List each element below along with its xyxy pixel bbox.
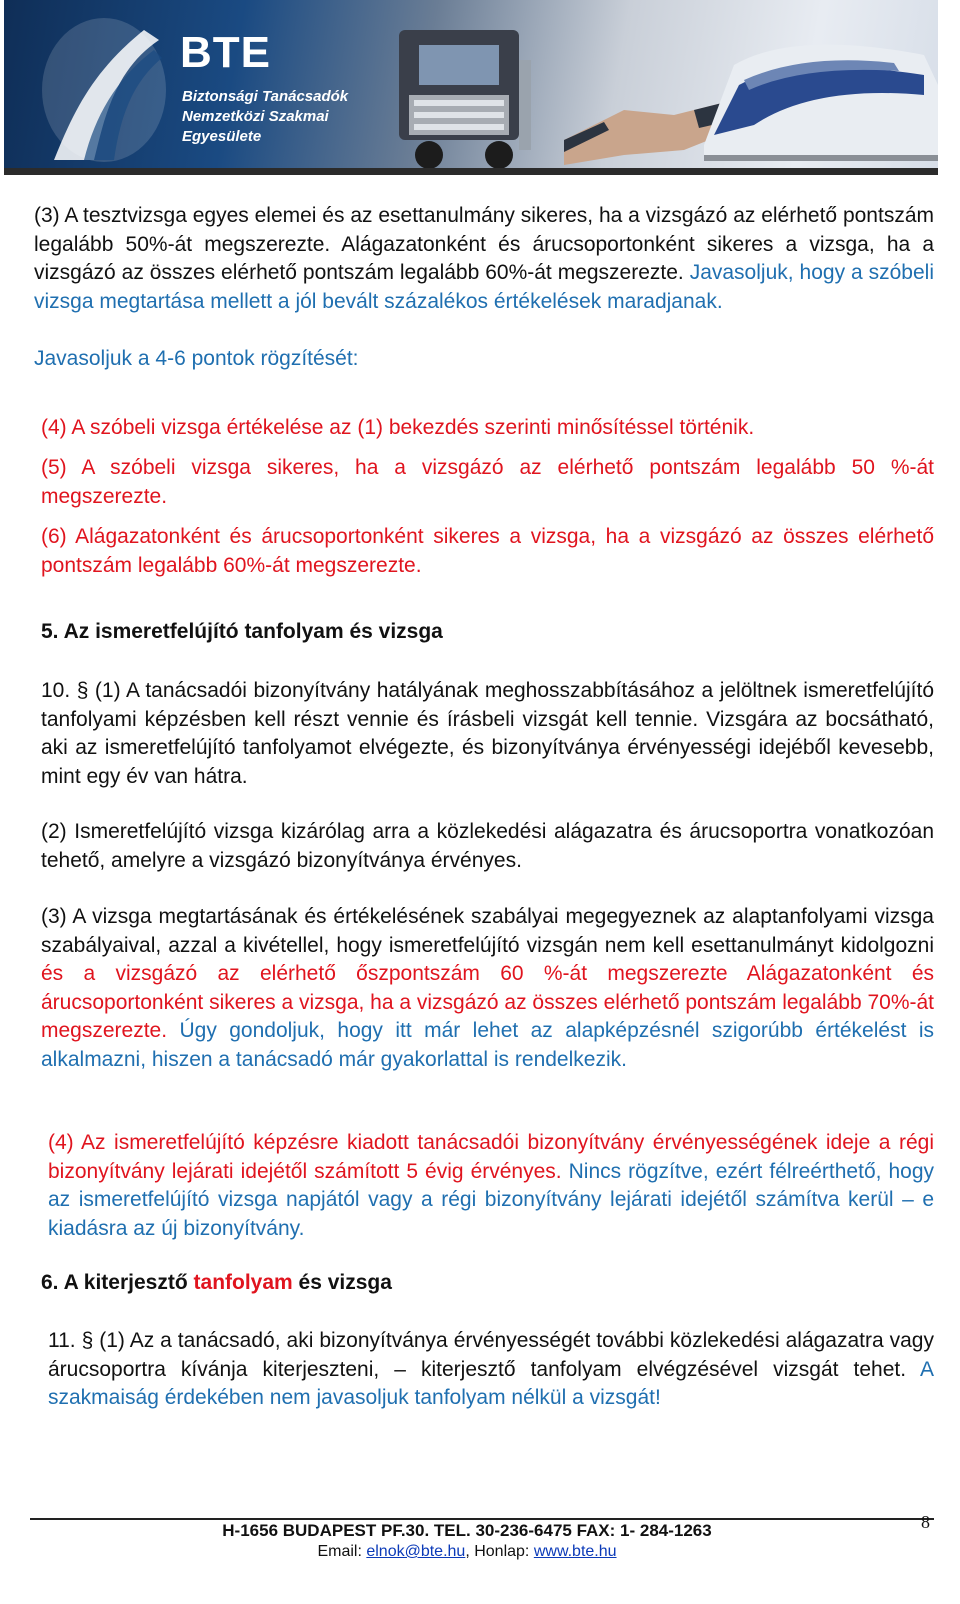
- paragraph-5: (5) A szóbeli vizsga sikeres, ha a vizsgázó az elérhető pontszám legalább 50 %-át megszerezte.: [41, 456, 934, 508]
- page-number: 8: [921, 1512, 930, 1532]
- paragraph-4: (4) A szóbeli vizsga értékelése az (1) bekezdés szerinti minősítéssel történik.: [41, 416, 755, 439]
- section-heading-5: 5. Az ismeretfelújító tanfolyam és vizsga: [41, 620, 443, 643]
- logo-line-3: Egyesülete: [182, 128, 262, 145]
- section-10-4: [48, 1129, 934, 1243]
- logo-line-1: Biztonsági Tanácsadók: [182, 88, 349, 105]
- suggestion-text: Javasoljuk a 4-6 pontok rögzítését:: [34, 347, 359, 370]
- footer-contact: [0, 1543, 934, 1561]
- section-heading-6: [41, 1271, 392, 1295]
- section-10-1: 10. § (1) A tanácsadói bizonyítvány hatályának meghosszabbításához a jelöltnek ismeretfelújító tanfolyami képzésben kell részt vennie és írásbeli vizsgát kell tennie. Vizsgára az bocsátható, aki az ismeretfelújító tanfolyamot elvégezte, és bizonyítványa érvényességi idejéből kevesebb, mint egy év van hátra.: [41, 679, 934, 788]
- section-10-2: (2) Ismeretfelújító vizsga kizárólag arra a közlekedési alágazatra és árucsoportra vonatkozóan tehető, amelyre a vizsgázó bizonyítványa érvényes.: [41, 820, 934, 872]
- section-10-3-added: és a vizsgázó az elérhető őszpontszám 60 %-át megszerezte Alágazatonként és árucsoportonként sikeres a vizsga, ha a vizsgázó az összes elérhető pontszám legalább 70%-át megszerezte.: [41, 962, 934, 1043]
- heading-6-part3: és vizsga: [298, 1271, 392, 1294]
- section-10-3-text: (3) A vizsga megtartásának és értékelésének szabályai megegyeznek az alaptanfolyami vizsga szabályaival, azzal a kivétellel, hogy ismeretfelújító vizsgán nem kell esettanulmányt kidolgozni: [41, 905, 934, 957]
- footer-address: H-1656 BUDAPEST PF.30. TEL. 30-236-6475 FAX: 1- 284-1263: [222, 1521, 712, 1540]
- footer-email-link[interactable]: elnok@bte.hu: [366, 1543, 466, 1560]
- paragraph-3-text: (3) A tesztvizsga egyes elemei és az esettanulmány sikeres, ha a vizsgázó az elérhető pontszám legalább 50%-át megszerezte. Alágazatonként és árucsoportonként sikeres a vizsga, ha a vizsgázó az összes elérhető pontszám legalább 60%-át megszerezte.: [34, 204, 934, 285]
- section-10-4-text: (4) Az ismeretfelújító képzésre kiadott tanácsadói bizonyítvány érvényességének ideje a régi bizonyítvány lejárati idejétől számított 5 évig érvényes.: [48, 1131, 934, 1183]
- section-11-1-text: 11. § (1) Az a tanácsadó, aki bizonyítványa érvényességét további közlekedési alágazatra vagy árucsoportra kívánja kiterjeszteni, – kiterjesztő tanfolyam elvégzésével vizsgát tehet.: [48, 1329, 934, 1381]
- train-image: [694, 25, 938, 170]
- section-10-3: [41, 903, 934, 1075]
- paragraph-3-comment: Javasoljuk, hogy a szóbeli vizsga megtartása mellett a jól bevált százalékos értékelések maradjanak.: [34, 261, 934, 313]
- heading-6-part2: tanfolyam: [193, 1271, 293, 1294]
- road-swoosh-logo-icon: [34, 10, 174, 170]
- section-10-4-comment: Nincs rögzítve, ezért félreérthető, hogy az ismeretfelújító vizsga napjától vagy a régi bizonyítvány lejárati idejétől számítva kerül – e kiadásra az új bizonyítvány.: [48, 1159, 934, 1240]
- footer-divider: [30, 1518, 934, 1520]
- logo-line-2: Nemzetközi Szakmai: [182, 108, 329, 125]
- header-banner: [4, 0, 938, 175]
- paragraph-6: (6) Alágazatonként és árucsoportonként sikeres a vizsga, ha a vizsgázó az összes elérhető pontszám legalább 60%-át megszerezte.: [41, 525, 934, 577]
- section-11-1-comment: A szakmaiság érdekében nem javasoljuk tanfolyam nélkül a vizsgát!: [48, 1357, 934, 1410]
- paragraph-3: [34, 202, 934, 316]
- logo-title: BTE: [180, 28, 271, 77]
- heading-6-part1: 6. A kiterjesztő: [41, 1271, 188, 1294]
- footer-web-link[interactable]: www.bte.hu: [533, 1543, 617, 1560]
- section-11-1: [48, 1327, 934, 1413]
- footer-web-label: , Honlap:: [465, 1543, 530, 1560]
- section-10-3-comment: Úgy gondoljuk, hogy itt már lehet az alapképzésnél szigorúbb értékelést is alkalmazni, hiszen a tanácsadó már gyakorlattal is rendelkezik.: [41, 1019, 934, 1071]
- banner-divider: [4, 168, 938, 175]
- footer-email-label: Email:: [317, 1543, 362, 1560]
- truck-image: [389, 20, 589, 170]
